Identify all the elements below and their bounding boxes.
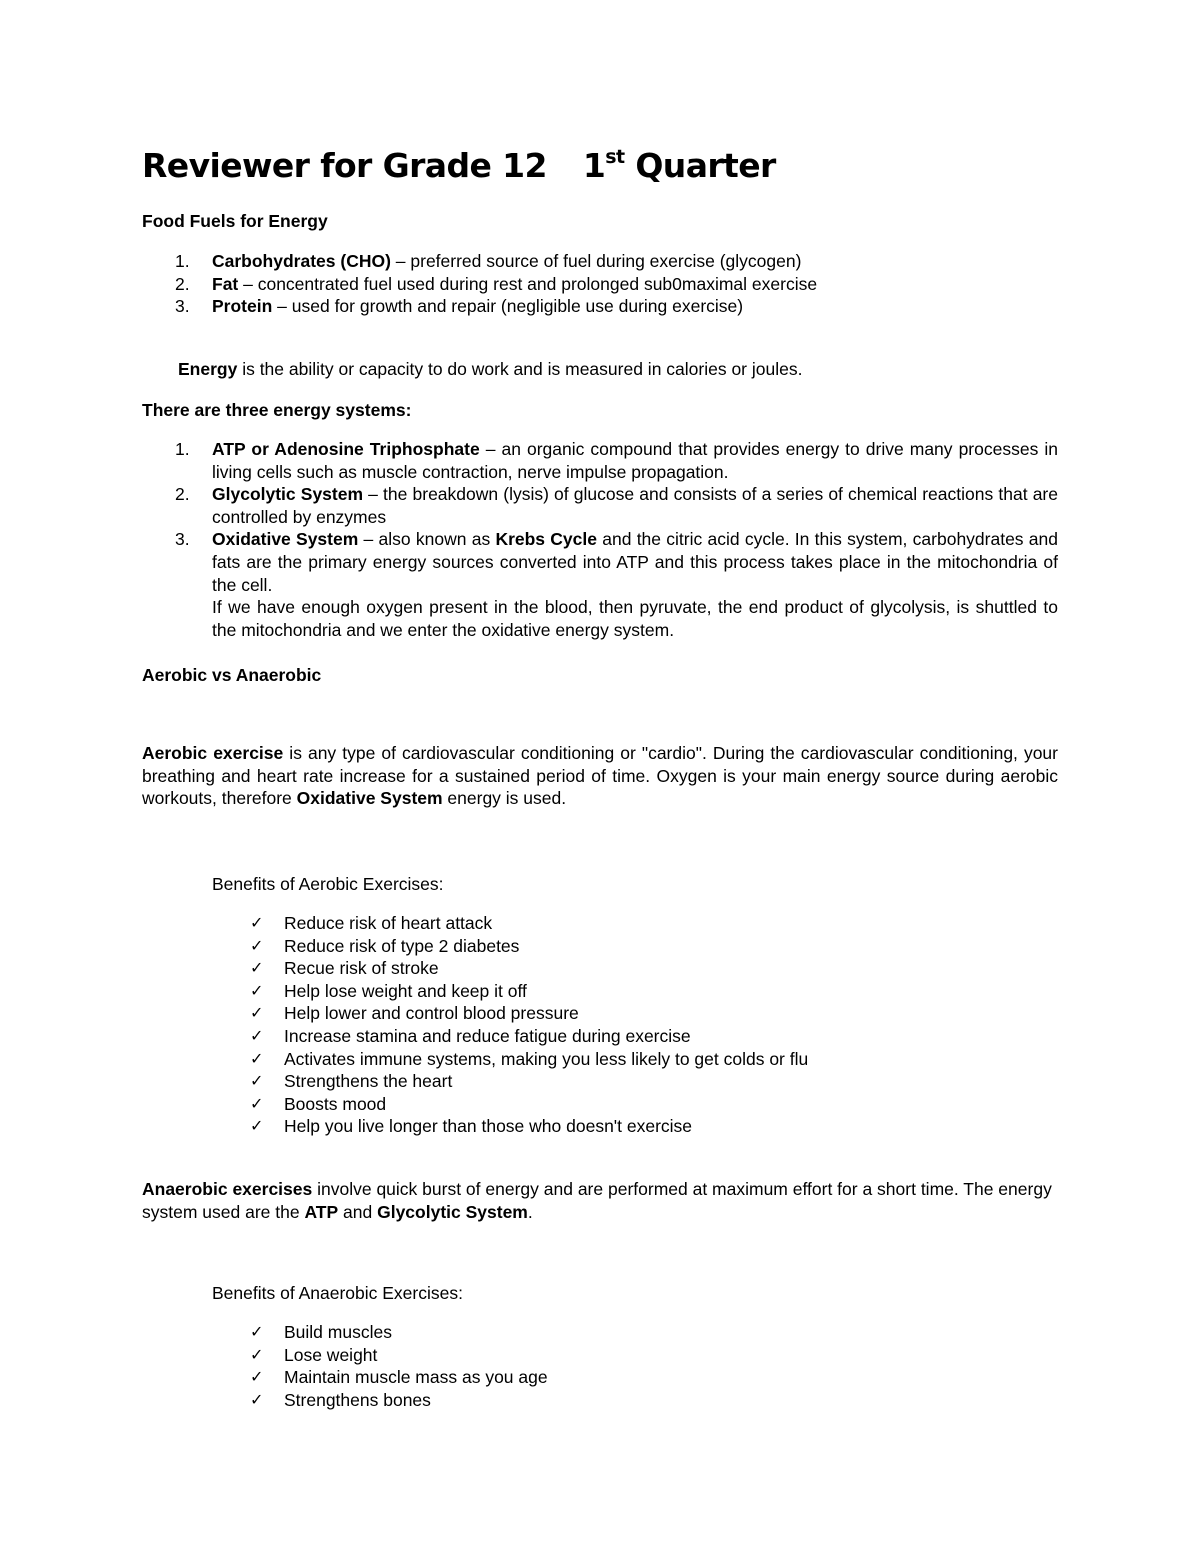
checkmark-icon: ✓: [250, 1367, 264, 1387]
checkmark-icon: ✓: [250, 958, 264, 978]
list-item: 1. Carbohydrates (CHO) – preferred source of fuel during exercise (glycogen): [175, 251, 802, 271]
energy-definition: Energy is the ability or capacity to do work and is measured in calories or joules.: [178, 359, 803, 379]
benefit-text: Increase stamina and reduce fatigue during exercise: [284, 1025, 691, 1046]
list-item: [250, 1321, 548, 1344]
title-quarter-number: 1: [582, 146, 606, 185]
list-item: 3. Protein – used for growth and repair (negligible use during exercise): [175, 296, 744, 317]
aerobic-vs-anaerobic-heading: Aerobic vs Anaerobic: [142, 665, 322, 685]
checkmark-icon: ✓: [250, 1025, 264, 1045]
list-item: [250, 935, 808, 958]
list-item: [250, 1115, 808, 1138]
checkmark-icon: ✓: [250, 1344, 264, 1364]
list-item: [250, 957, 808, 980]
list-item: 1. ATP or Adenosine Triphosphate – an organic compound that provides energy to drive many processes in living cells such as muscle contraction, nerve impulse propagation.: [175, 439, 1058, 482]
checkmark-icon: ✓: [250, 1093, 264, 1113]
page-title: [142, 142, 776, 190]
list-item: [250, 980, 808, 1003]
list-item: [250, 1344, 548, 1367]
benefit-text: Build muscles: [284, 1322, 392, 1342]
list-item: [250, 912, 808, 935]
aerobic-benefits-heading: Benefits of Aerobic Exercises:: [212, 874, 444, 894]
anaerobic-benefits-list: [250, 1321, 548, 1411]
benefit-text: Boosts mood: [284, 1093, 387, 1114]
benefit-text: Strengthens the heart: [284, 1071, 453, 1092]
benefit-text: Help you live longer than those who doesn't exercise: [284, 1116, 693, 1137]
food-fuels-heading: Food Fuels for Energy: [142, 211, 328, 231]
list-item: [250, 1025, 808, 1048]
benefit-text: Lose weight: [284, 1344, 378, 1365]
list-item: [250, 1389, 548, 1412]
checkmark-icon: ✓: [250, 935, 264, 955]
checkmark-icon: ✓: [250, 913, 264, 932]
list-item: [250, 1093, 808, 1116]
title-quarter-word: Quarter: [635, 146, 776, 185]
aerobic-benefits-list: [250, 912, 808, 1138]
list-item: 2. Fat – concentrated fuel used during rest and prolonged sub0maximal exercise: [175, 273, 818, 294]
checkmark-icon: ✓: [250, 1116, 264, 1136]
list-item: [250, 1366, 548, 1389]
food-fuels-list: [142, 250, 1058, 318]
list-item: [250, 1002, 808, 1025]
energy-systems-heading: There are three energy systems:: [142, 400, 412, 420]
list-item: 2. Glycolytic System – the breakdown (lysis) of glucose and consists of a series of chemical reactions that are controlled by enzymes: [175, 484, 1058, 527]
benefit-text: Maintain muscle mass as you age: [284, 1367, 548, 1388]
checkmark-icon: ✓: [250, 1003, 264, 1023]
checkmark-icon: ✓: [250, 1322, 264, 1341]
energy-systems-list: [142, 438, 1058, 641]
checkmark-icon: ✓: [250, 1048, 264, 1068]
checkmark-icon: ✓: [250, 1071, 264, 1091]
list-item: 3. Oxidative System – also known as Krebs Cycle and the citric acid cycle. In this system, carbohydrates and fats are the primary energy sources converted into ATP and this process takes place in the mitochondria of the cell. If we have enough oxygen present in the blood, then pyruvate, the end product of glycolysis, is shuttled to the mitochondria and we enter the oxidative energy system.: [175, 529, 1059, 640]
title-quarter-ordinal: st: [605, 146, 625, 168]
list-item: [250, 1048, 808, 1071]
benefit-text: Reduce risk of heart attack: [284, 913, 493, 933]
list-item: [250, 1070, 808, 1093]
aerobic-paragraph: Aerobic exercise is any type of cardiovascular conditioning or "cardio". During the cardiovascular conditioning, your breathing and heart rate increase for a sustained period of time. Oxygen is your main energy source during aerobic workouts, therefore Oxidative System energy is used.: [142, 743, 1058, 809]
anaerobic-benefits-heading: Benefits of Anaerobic Exercises:: [212, 1283, 463, 1303]
oxidative-extra-text: If we have enough oxygen present in the blood, then pyruvate, the end product of glycolysis, is shuttled to the mitochondria and we enter the oxidative energy system.: [212, 597, 1058, 640]
checkmark-icon: ✓: [250, 980, 264, 1000]
benefit-text: Activates immune systems, making you less likely to get colds or flu: [284, 1048, 809, 1069]
benefit-text: Recue risk of stroke: [284, 958, 439, 979]
anaerobic-paragraph: Anaerobic exercises involve quick burst of energy and are performed at maximum effort for a short time. The energy system used are the ATP and Glycolytic System.: [142, 1179, 1052, 1222]
benefit-text: Reduce risk of type 2 diabetes: [284, 935, 520, 956]
benefit-text: Help lower and control blood pressure: [284, 1003, 579, 1024]
title-main: Reviewer for Grade 12: [142, 146, 547, 185]
benefit-text: Strengthens bones: [284, 1389, 431, 1410]
benefit-text: Help lose weight and keep it off: [284, 980, 527, 1001]
checkmark-icon: ✓: [250, 1389, 264, 1409]
